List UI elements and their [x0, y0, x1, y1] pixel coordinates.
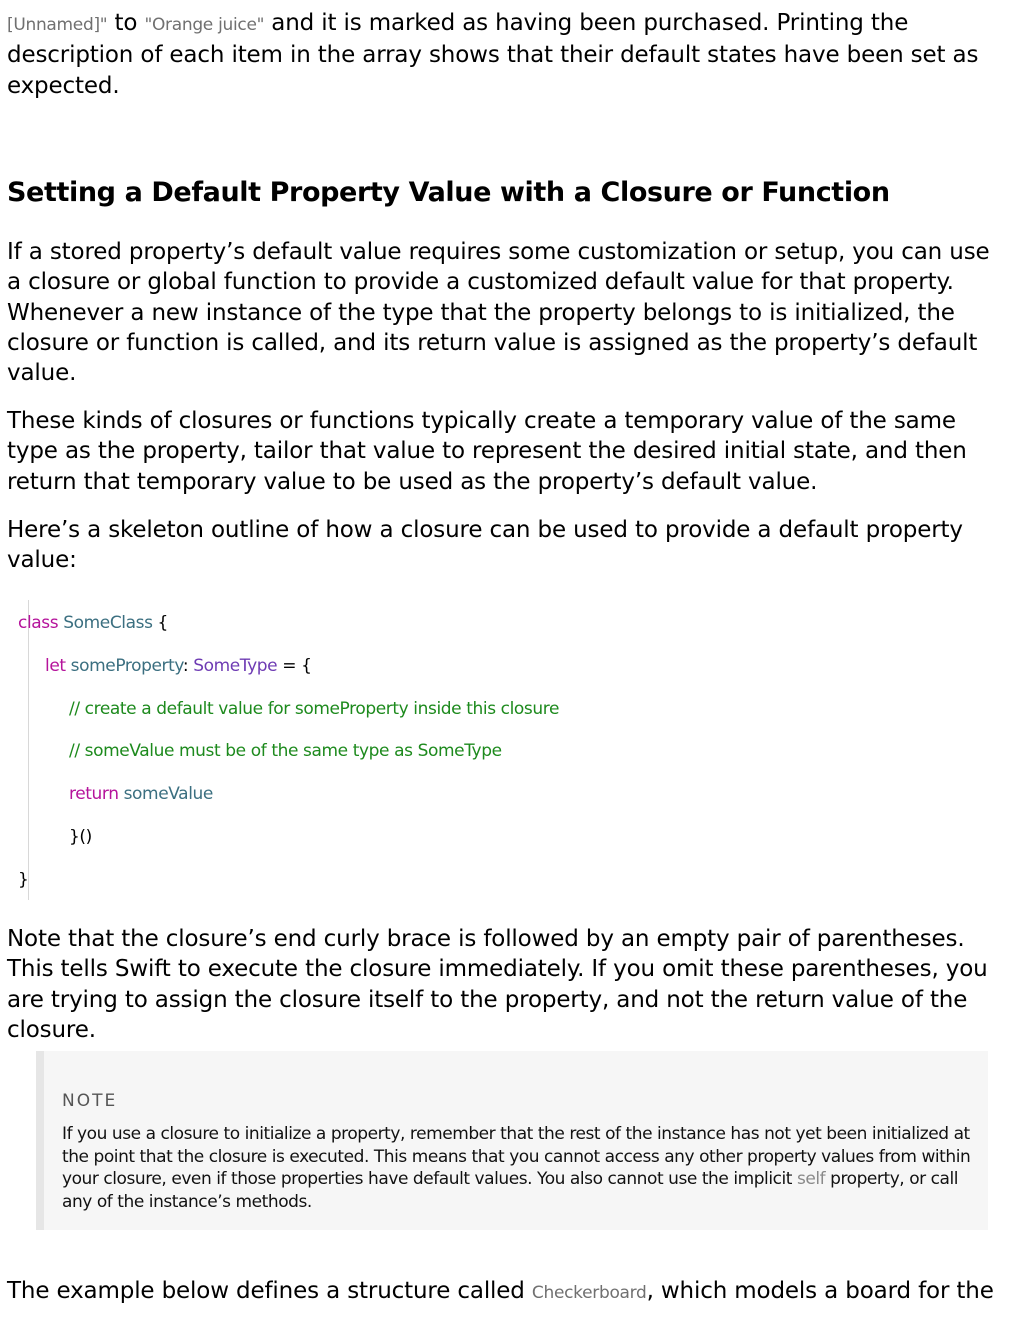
outro-before: The example below defines a structure called — [7, 1278, 532, 1304]
note-text-after: property, or call any of the instance’s methods. — [62, 1169, 959, 1213]
note-text — [62, 1123, 980, 1214]
note-box — [36, 1051, 988, 1230]
code-assign-brace: = { — [277, 656, 312, 676]
inline-code-checkerboard: Checkerboard — [531, 1283, 647, 1303]
note-label: NOTE — [62, 1091, 118, 1111]
code-comment-1: // create a default value for someProperty inside this closure — [69, 699, 560, 719]
code-open-brace: { — [152, 613, 168, 633]
outro-paragraph — [7, 1276, 1012, 1308]
code-property-name: someProperty — [65, 656, 183, 676]
code-keyword-class: class — [18, 613, 59, 633]
code-colon: : — [182, 656, 194, 676]
outro-after: , which models a board for the — [646, 1278, 994, 1304]
code-listing — [18, 600, 629, 900]
paragraph-temporary-value: These kinds of closures or functions typically create a temporary value of the same type as the property, tailor that value to represent the desired initial state, and then return that temporary value to be used as the property’s default value. — [7, 408, 967, 495]
note-inline-code-self: self — [796, 1169, 826, 1190]
intro-paragraph — [7, 8, 1012, 101]
code-class-end: } — [18, 870, 29, 890]
code-comment-2: // someValue must be of the same type as SomeType — [69, 741, 502, 761]
code-line-5 — [69, 784, 213, 804]
code-line-1 — [18, 613, 168, 633]
intro-to: to — [107, 10, 145, 36]
code-line-2 — [45, 656, 312, 676]
code-return-value: someValue — [118, 784, 213, 804]
code-closure-end: }() — [69, 827, 92, 847]
paragraph-skeleton-intro: Here’s a skeleton outline of how a closure can be used to provide a default property value: — [7, 517, 963, 574]
code-keyword-return: return — [69, 784, 119, 804]
section-heading: Setting a Default Property Value with a Closure or Function — [7, 177, 890, 208]
paragraph-default-value: If a stored property’s default value requires some customization or setup, you can use a closure or global function to provide a customized default value for that property. Whenever a new instance of the type that the property belongs to is initialized, the closure or function is called, and its return value is assigned as the property’s default value. — [7, 239, 990, 387]
note-text-before: If you use a closure to initialize a property, remember that the rest of the instance has not yet been initialized at the point that the closure is executed. This means that you cannot access any other property values from within your closure, even if those properties have default values. You also cannot use the implicit — [62, 1124, 971, 1190]
intro-rest: and it is marked as having been purchased. Printing the description of each item in the array shows that their default states have been set as expected. — [7, 10, 979, 99]
paragraph-parentheses-explanation: Note that the closure’s end curly brace is followed by an empty pair of parentheses. This tells Swift to execute the closure immediately. If you omit these parentheses, you are trying to assign the closure itself to the property, and not the return value of the closure. — [7, 926, 988, 1043]
inline-code-unnamed: [Unnamed]" — [7, 15, 108, 35]
inline-code-orange-juice: "Orange juice" — [144, 15, 265, 35]
code-keyword-let: let — [45, 656, 66, 676]
code-type-name: SomeType — [193, 656, 278, 676]
code-class-name: SomeClass — [58, 613, 153, 633]
